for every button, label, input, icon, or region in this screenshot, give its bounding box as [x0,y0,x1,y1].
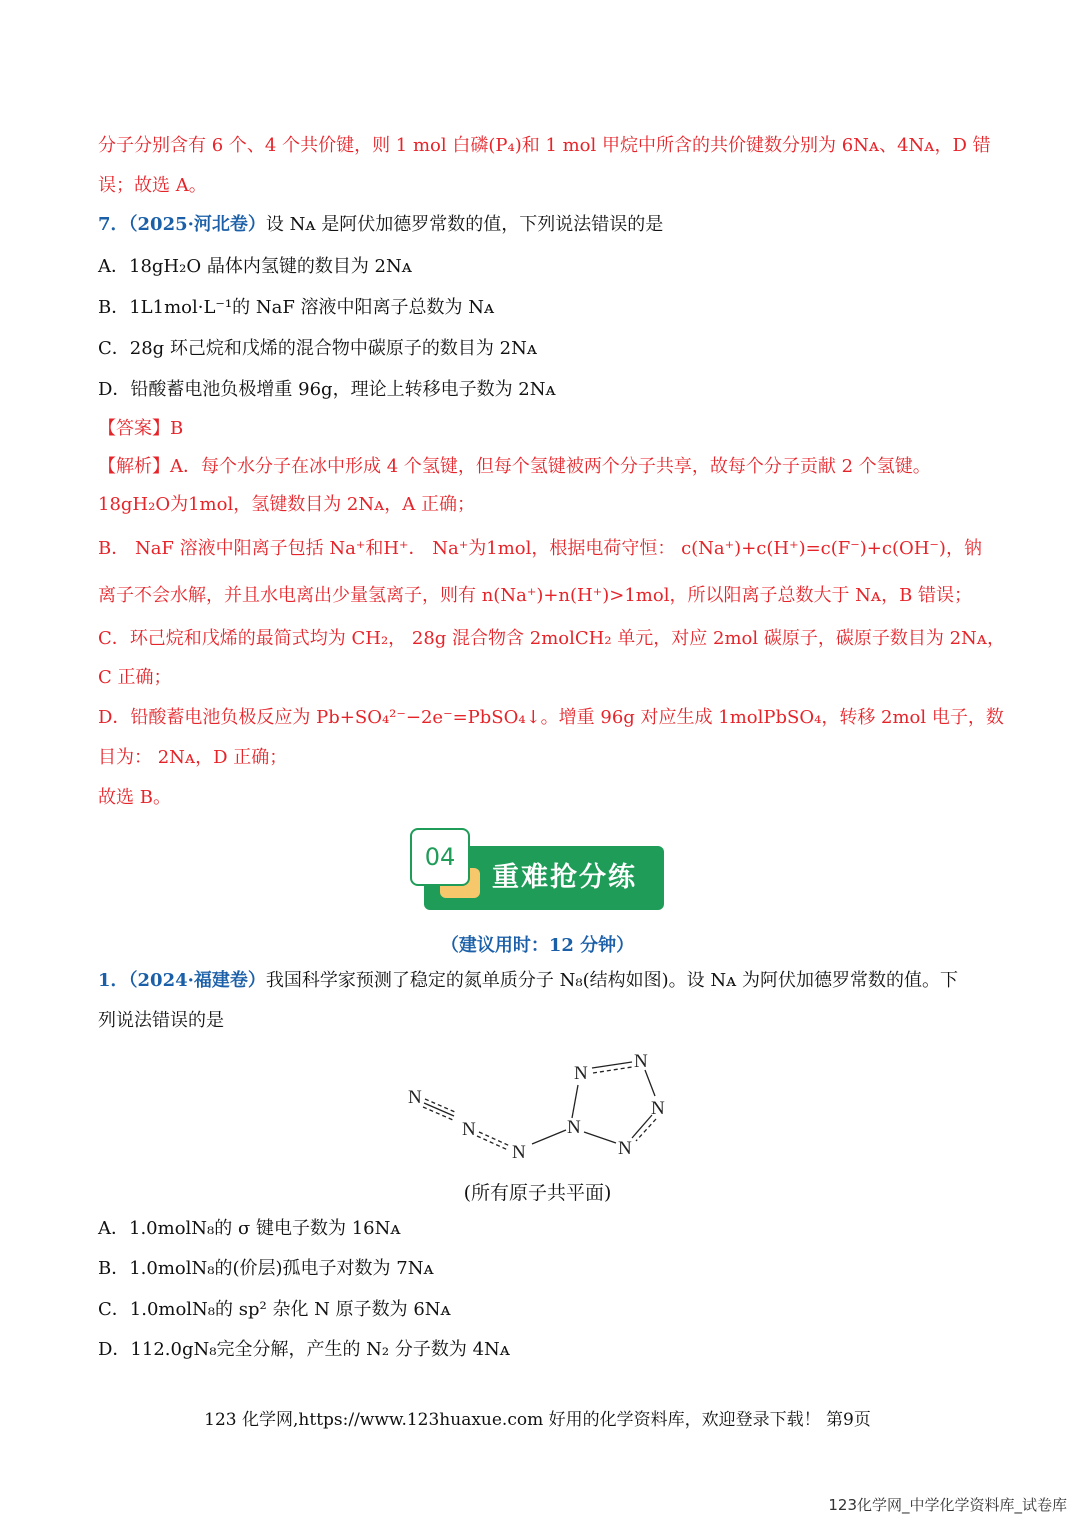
atom-n4: N [567,1117,581,1138]
prev-solution-line1: 分子分别含有 6 个、4 个共价键，则 1 mol 白磷(P₄)和 1 mol 甲烷中所含的共价键数分别为 6Nᴀ、4Nᴀ，D 错 [98,135,991,156]
question-1 [98,969,985,993]
q7-analysis-line1: 【解析】A．每个水分子在冰中形成 4 个氢键，但每个氢键被两个分子共享，故每个分子贡献 2 个氢键。 [98,456,931,477]
q1-option-a: A．1.0molN₈的 σ 键电子数为 16Nᴀ [98,1218,401,1239]
section-title: 重难抢分练 [492,862,637,893]
q7-analysis-line4: 离子不会水解，并且水电离出少量氢离子，则有 n(Na⁺)+n(H⁺)>1mol，所以阳离子总数大于 Nᴀ，B 错误； [98,585,973,606]
atom-n6: N [634,1051,648,1072]
q7-analysis-line9: 故选 B。 [98,787,171,808]
q7-analysis-line2: 18gH₂O为1mol，氢键数目为 2Nᴀ，A 正确； [98,494,476,515]
question-number: 7． [98,214,129,235]
question-7 [98,213,985,237]
question-number: 1． [98,970,129,991]
question-source: （2025·河北卷） [128,214,266,235]
figure-caption: (所有原子共平面) [463,1182,612,1204]
q7-analysis-line5: C．环己烷和戊烯的最简式均为 CH₂， 28g 混合物含 2molCH₂ 单元，对应 2mol 碳原子，碳原子数目为 2Nᴀ， [98,628,1005,649]
n8-structure-figure [400,1040,680,1170]
page-footer: 123 化学网,https://www.123huaxue.com 好用的化学资料库，欢迎登录下载！ 第9页 [204,1410,871,1430]
question-stem: 设 Nᴀ 是阿伏加德罗常数的值，下列说法错误的是 [265,214,664,235]
question-stem: 我国科学家预测了稳定的氮单质分子 N₈(结构如图)。设 Nᴀ 为阿伏加德罗常数的值。下 [265,970,958,991]
watermark: 123化学网_中学化学资料库_试卷库 [828,1496,1067,1514]
q1-option-d: D．112.0gN₈完全分解，产生的 N₂ 分子数为 4Nᴀ [98,1339,510,1360]
section-number: 04 [410,828,470,886]
q7-analysis-line7: D．铅酸蓄电池负极反应为 Pb+SO₄²⁻−2e⁻=PbSO₄↓。增重 96g 对应生成 1molPbSO₄，转移 2mol 电子，数 [98,707,1004,728]
question-1-stem-line2: 列说法错误的是 [98,1010,224,1031]
prev-solution-line2: 误；故选 A。 [98,175,207,196]
q7-option-a: A．18gH₂O 晶体内氢键的数目为 2Nᴀ [98,256,412,277]
atom-n5: N [574,1063,588,1084]
q7-answer: 【答案】B [98,418,184,439]
atom-n7: N [651,1098,665,1119]
question-source: （2024·福建卷） [128,970,266,991]
section-badge [410,828,666,914]
q7-option-d: D．铅酸蓄电池负极增重 96g，理论上转移电子数为 2Nᴀ [98,379,556,400]
atom-n8: N [618,1138,632,1159]
q1-option-c: C．1.0molN₈的 sp² 杂化 N 原子数为 6Nᴀ [98,1299,451,1320]
atom-n2: N [462,1119,476,1140]
q1-option-b: B．1.0molN₈的(价层)孤电子对数为 7Nᴀ [98,1258,434,1279]
q7-analysis-line8: 目为： 2Nᴀ，D 正确； [98,747,288,768]
q7-analysis-line6: C 正确； [98,667,172,688]
atom-n3: N [512,1142,526,1163]
q7-analysis-line3: B． NaF 溶液中阳离子包括 Na⁺和H⁺． Na⁺为1mol，根据电荷守恒： c(Na⁺)+c(H⁺)=c(F⁻)+c(OH⁻)，钠 [98,538,982,559]
time-hint: （建议用时：12 分钟） [440,935,635,956]
q7-option-c: C．28g 环己烷和戊烯的混合物中碳原子的数目为 2Nᴀ [98,338,538,359]
atom-n1: N [408,1087,422,1108]
q7-option-b: B．1L1mol·L⁻¹的 NaF 溶液中阳离子总数为 Nᴀ [98,297,495,318]
